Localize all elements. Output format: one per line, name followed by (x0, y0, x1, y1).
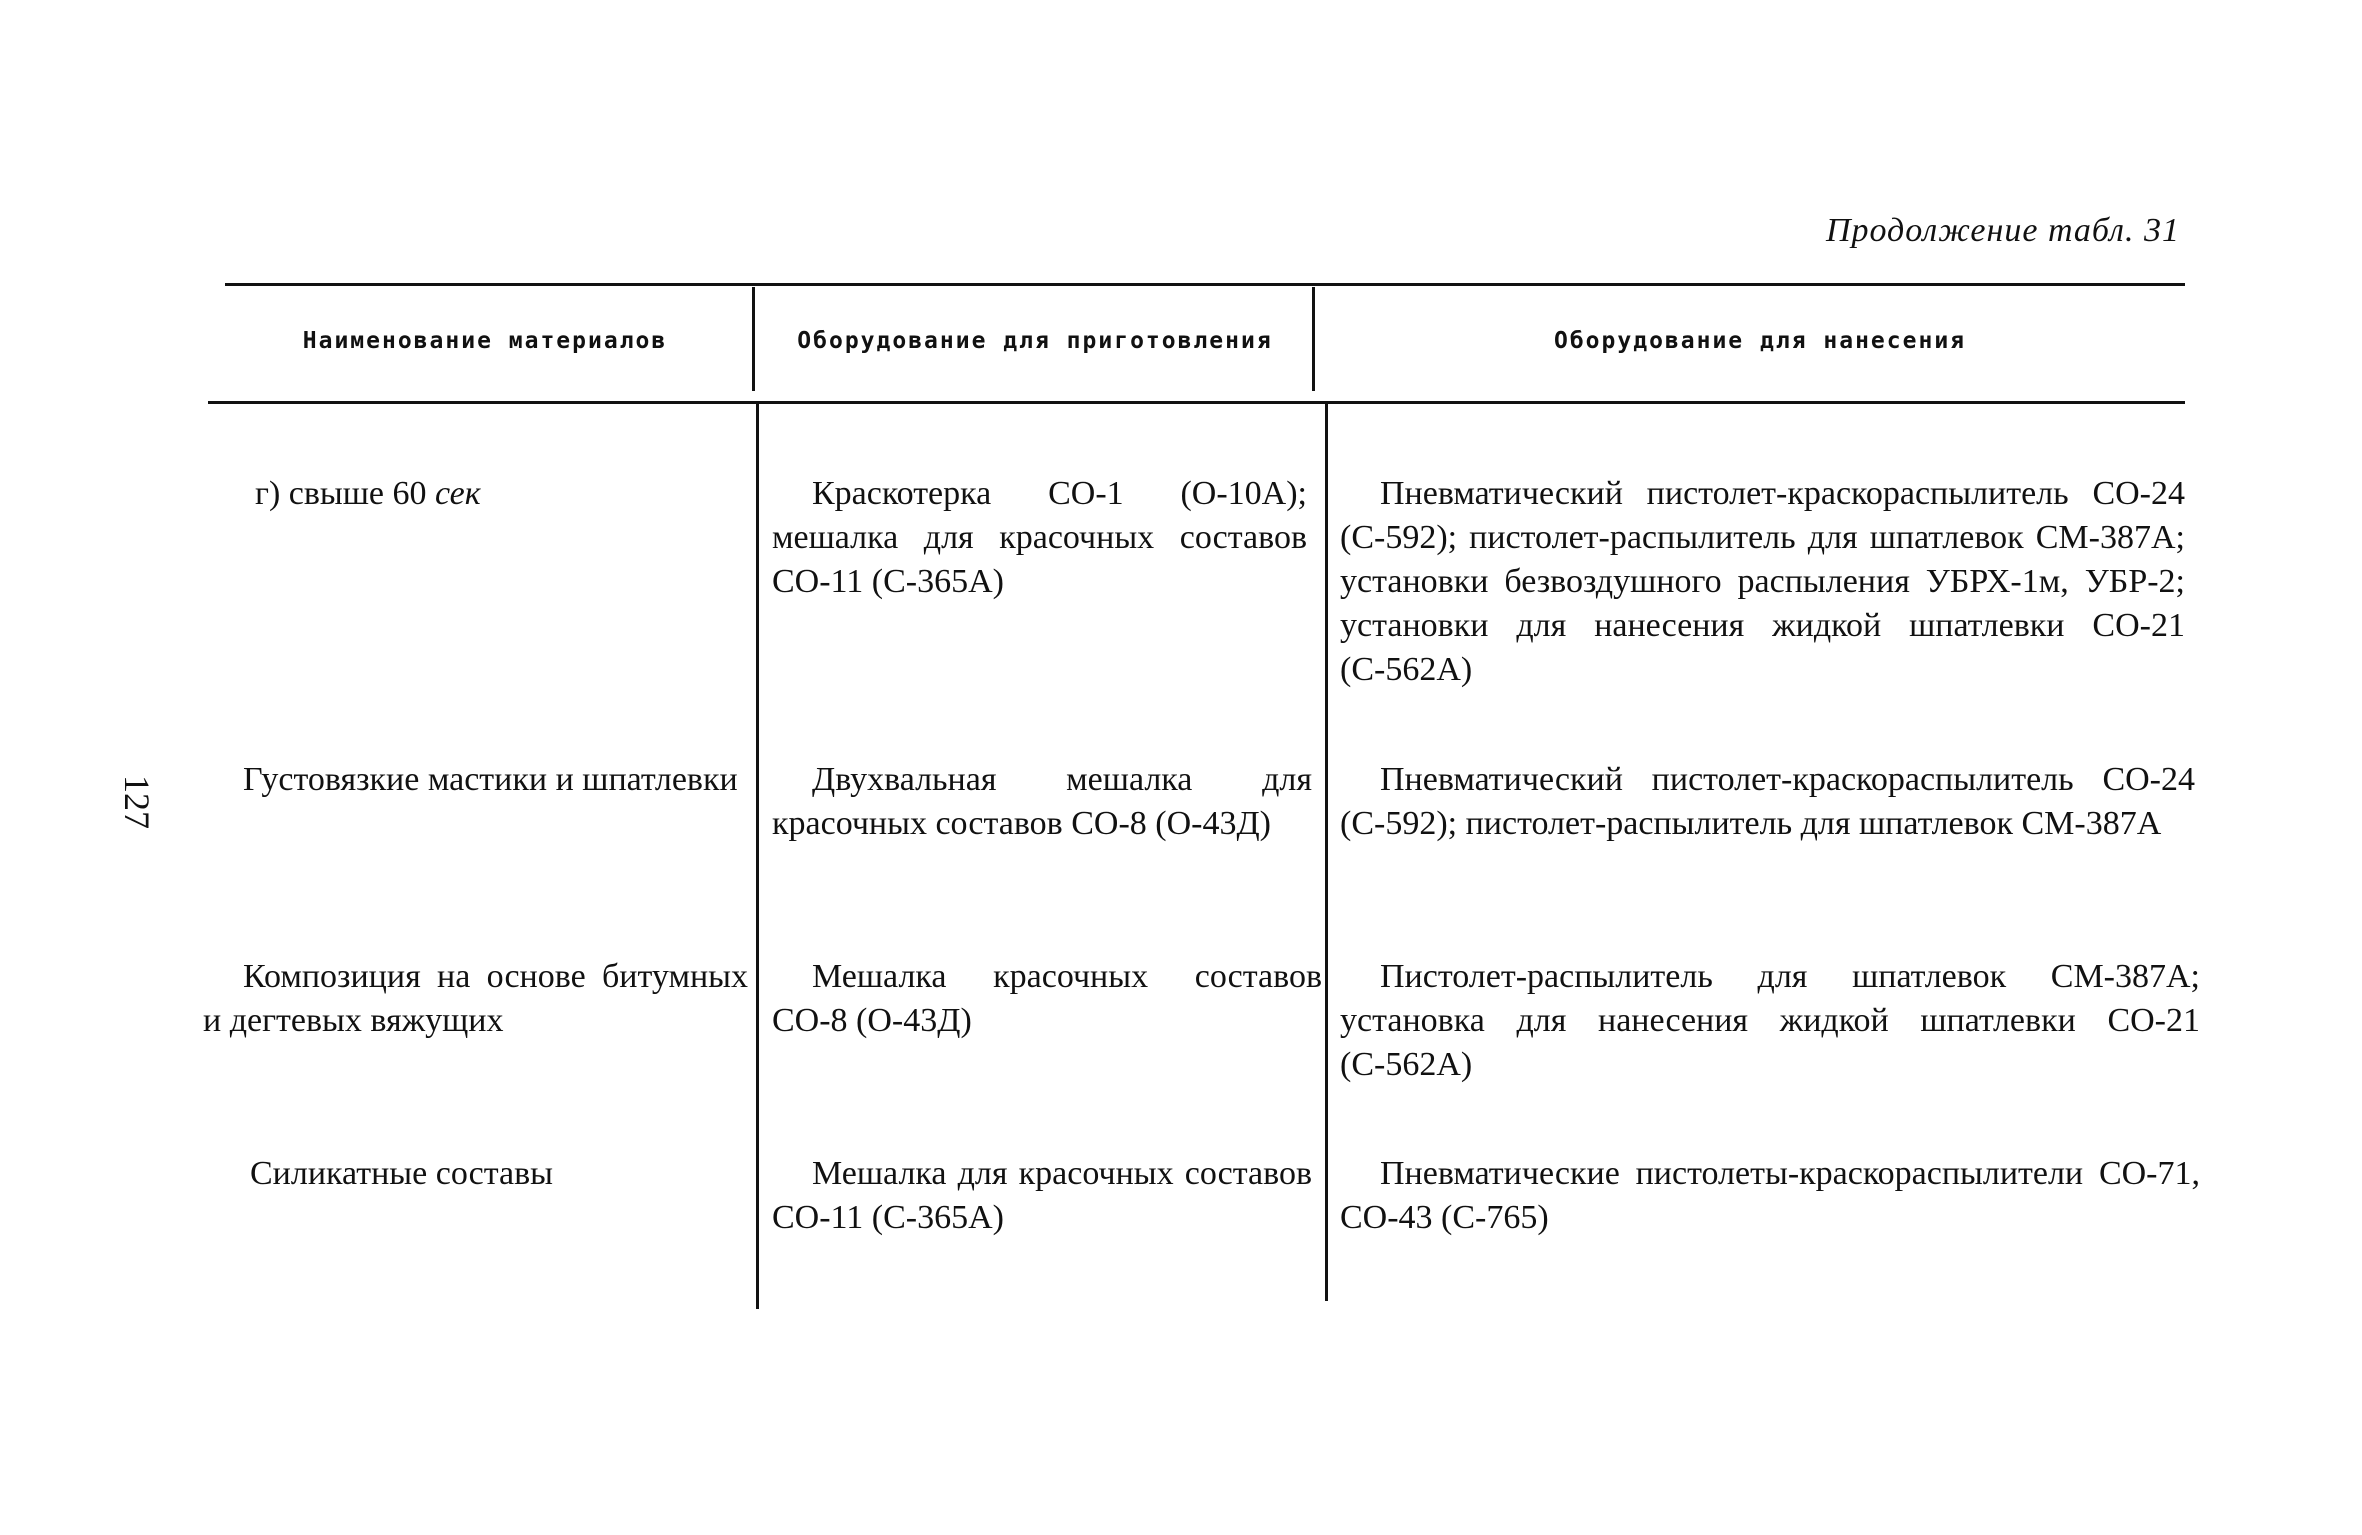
column-divider-1 (756, 404, 759, 1309)
header-materials: Наименование материалов (302, 328, 668, 354)
column-divider-1-header (752, 287, 755, 391)
row3-application: Пистолет-распылитель для шпатлевок СМ-387А; установка для нанесения жидкой шпатлевки СО-21 (С-562А) (1340, 958, 2200, 1083)
row1-preparation: Краскотерка СО-1 (О-10А); мешалка для красочных составов СО-11 (С-365А) (772, 475, 1307, 600)
column-divider-2-header (1312, 287, 1315, 391)
column-divider-2 (1325, 404, 1328, 1301)
row2-material: Густовязкие мастики и шпатлевки (243, 761, 738, 798)
row3-material: Композиция на основе битумных и дегтевых вяжущих (203, 958, 748, 1039)
table-header-rule (208, 401, 2185, 404)
header-application-equipment: Оборудование для нанесения (1553, 328, 1967, 354)
page-number: 127 (117, 775, 157, 829)
table-top-rule (225, 283, 2185, 286)
row4-preparation: Мешалка для красочных составов СО-11 (С-365А) (772, 1155, 1312, 1236)
row2-preparation: Двухвальная мешалка для красочных составов СО-8 (О-43Д) (772, 761, 1312, 842)
row1-material-unit: сек (435, 475, 481, 512)
row3-preparation: Мешалка красочных составов СО-8 (О-43Д) (772, 958, 1322, 1039)
row4-material: Силикатные составы (250, 1155, 554, 1192)
row1-material-text: г) свыше 60 (255, 475, 427, 512)
header-preparation-equipment: Оборудование для приготовления (797, 328, 1273, 354)
row2-application: Пневматический пистолет-краскораспылитель СО-24 (С-592); пистолет-распылитель для шпатлевок СМ-387А (1340, 761, 2195, 842)
row1-application: Пневматический пистолет-краскораспылитель СО-24 (С-592); пистолет-распылитель для шпатлевок СМ-387А; установки безвоздушного распыления УБРХ-1м, УБР-2; установки для нанесения жидкой шпатлевки СО-21 (С-562А) (1340, 475, 2185, 688)
row4-application: Пневматические пистолеты-краскораспылители СО-71, СО-43 (С-765) (1340, 1155, 2200, 1236)
table-caption: Продолжение табл. 31 (1825, 212, 2180, 249)
row1-material (215, 472, 735, 516)
